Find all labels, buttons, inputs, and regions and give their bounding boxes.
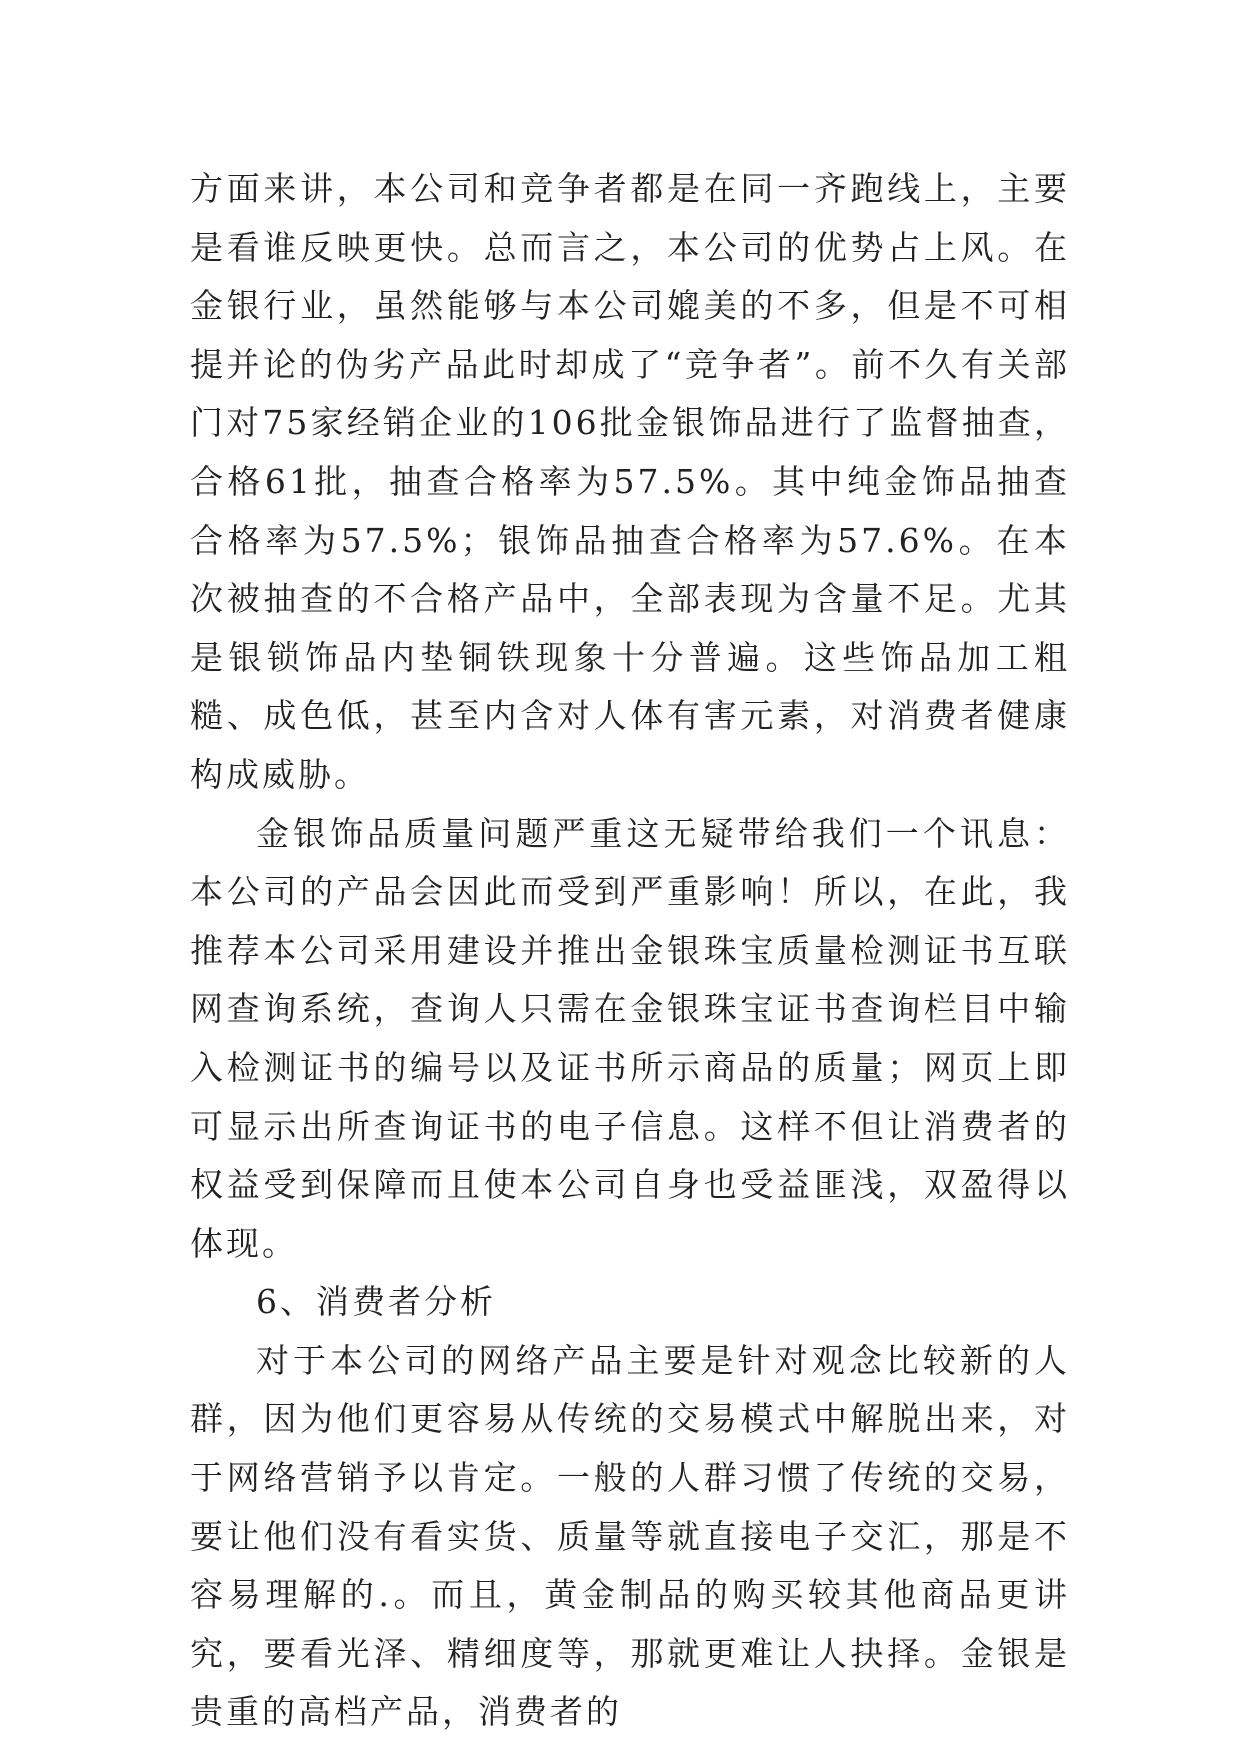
paragraph-quality-recommendation: 金银饰品质量问题严重这无疑带给我们一个讯息：本公司的产品会因此而受到严重影响！所以，在此，我推荐本公司采用建设并推出金银珠宝质量检测证书互联网查询系统，查询人只需在金银珠宝证书查询栏目中输入检测证书的编号以及证书所示商品的质量；网页上即可显示出所查询证书的电子信息。这样不但让消费者的权益受到保障而且使本公司自身也受益匪浅，双盈得以体现。 [190, 813, 1070, 1263]
paragraph-consumer-analysis: 对于本公司的网络产品主要是针对观念比较新的人群，因为他们更容易从传统的交易模式中解脱出来，对于网络营销予以肯定。一般的人群习惯了传统的交易，要让他们没有看实货、质量等就直接电子交汇，那是不容易理解的.。而且，黄金制品的购买较其他商品更讲究，要看光泽、精细度等，那就更难让人抉择。金银是贵重的高档产品，消费者的 [190, 1340, 1070, 1732]
section-heading-consumer-analysis: 6、消费者分析 [256, 1282, 496, 1322]
paragraph-competition-continued: 方面来讲，本公司和竞争者都是在同一齐跑线上，主要是看谁反映更快。总而言之，本公司的优势占上风。在金银行业，虽然能够与本公司媲美的不多，但是不可相提并论的伪劣产品此时却成了“竞争者”。前不久有关部门对75家经销企业的106批金银饰品进行了监督抽查，合格61批，抽查合格率为57.5%。其中纯金饰品抽查合格率为57.5%；银饰品抽查合格率为57.6%。在本次被抽查的不合格产品中，全部表现为含量不足。尤其是银锁饰品内垫铜铁现象十分普遍。这些饰品加工粗糙、成色低，甚至内含对人体有害元素，对消费者健康构成威胁。 [190, 169, 1070, 794]
document-body [190, 160, 1070, 1742]
